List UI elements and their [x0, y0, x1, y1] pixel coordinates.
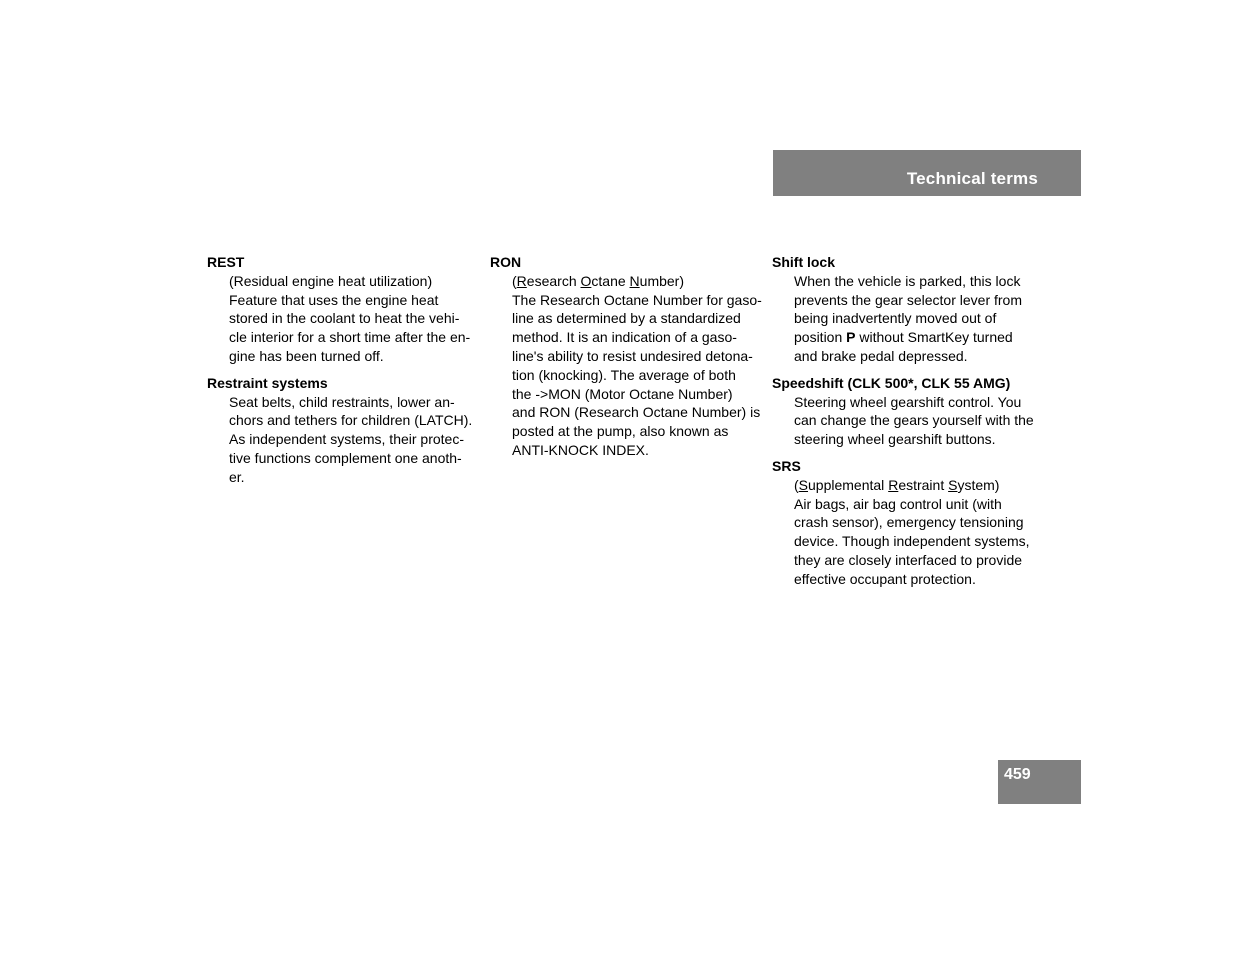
abbreviation-expansion: [512, 272, 760, 291]
term-definition: [490, 272, 760, 460]
definition-line: line's ability to resist undesired detona-: [512, 347, 753, 364]
definition-line: er.: [229, 468, 245, 485]
text-part: esearch: [526, 272, 581, 289]
glossary-column-3: [772, 253, 1042, 597]
definition-line-with-bold: [794, 328, 1042, 347]
definition-line: effective occupant protection.: [794, 570, 976, 587]
definition-line: As independent systems, their protec-: [229, 431, 465, 448]
abbreviation-expansion: [794, 476, 1042, 495]
definition-line: gine has been turned off.: [229, 347, 384, 364]
term-heading: REST: [207, 254, 245, 270]
page-number: 459: [1004, 766, 1031, 783]
definition-line: cle interior for a short time after the en-: [229, 329, 471, 346]
term-heading: Speedshift (CLK 500*, CLK 55 AMG): [772, 374, 1011, 391]
term-definition: [207, 393, 477, 487]
definition-line: Air bags, air bag control unit (with: [794, 495, 1002, 512]
glossary-column-1: [207, 253, 477, 495]
underlined-letter: R: [888, 476, 899, 493]
definition-line: stored in the coolant to heat the vehi-: [229, 310, 460, 327]
definition-line: they are closely interfaced to provide: [794, 551, 1023, 568]
glossary-entry-srs: [772, 457, 1042, 589]
definition-line: method. It is an indication of a gaso-: [512, 329, 737, 346]
text-part: ystem): [957, 476, 1000, 493]
underlined-letter: N: [629, 272, 640, 289]
definition-line: device. Though independent systems,: [794, 533, 1030, 550]
definition-line: The Research Octane Number for gaso-: [512, 291, 762, 308]
definition-line: the ->MON (Motor Octane Number): [512, 385, 733, 402]
definition-line: prevents the gear selector lever from: [794, 291, 1022, 308]
definition-line: and brake pedal depressed.: [794, 347, 968, 364]
definition-line: When the vehicle is parked, this lock: [794, 272, 1021, 289]
gear-position-p: P: [846, 329, 856, 346]
term-definition: [207, 272, 477, 366]
text-part: without SmartKey turned: [855, 329, 1013, 346]
text-part: upplemental: [808, 476, 889, 493]
definition-line: chors and tethers for children (LATCH).: [229, 412, 473, 429]
term-definition: [772, 476, 1042, 589]
definition-line: can change the gears yourself with the: [794, 412, 1034, 429]
term-heading: SRS: [772, 457, 801, 474]
definition-line: ANTI-KNOCK INDEX.: [512, 441, 649, 458]
definition-line: steering wheel gearshift buttons.: [794, 431, 996, 448]
glossary-entry-rest: [207, 253, 477, 366]
term-heading: Restraint systems: [207, 374, 328, 391]
underlined-letter: O: [580, 272, 592, 289]
definition-line: (Residual engine heat utilization): [229, 272, 433, 289]
definition-line: being inadvertently moved out of: [794, 310, 997, 327]
text-part: estraint: [898, 476, 949, 493]
definition-line: Seat belts, child restraints, lower an-: [229, 393, 455, 410]
text-part: ctane: [591, 272, 630, 289]
glossary-entry-restraint-systems: [207, 374, 477, 487]
definition-line: and RON (Research Octane Number) is: [512, 404, 761, 421]
text-part: umber): [639, 272, 685, 289]
term-definition: [772, 393, 1042, 449]
page-number-box: [998, 760, 1081, 804]
text-part: position: [794, 329, 847, 346]
text-part: (: [512, 272, 517, 289]
term-heading: Shift lock: [772, 254, 836, 270]
glossary-entry-shift-lock: [772, 253, 1042, 366]
underlined-letter: R: [516, 272, 527, 289]
definition-line: crash sensor), emergency tensioning: [794, 514, 1024, 531]
underlined-letter: S: [948, 476, 958, 493]
definition-line: posted at the pump, also known as: [512, 423, 729, 440]
definition-line: line as determined by a standardized: [512, 310, 741, 327]
definition-line: tive functions complement one anoth-: [229, 449, 462, 466]
text-part: (: [794, 476, 799, 493]
definition-line: tion (knocking). The average of both: [512, 366, 736, 383]
definition-line: Steering wheel gearshift control. You: [794, 393, 1022, 410]
section-title: Technical terms: [906, 169, 1038, 188]
glossary-entry-speedshift: [772, 374, 1042, 449]
definition-line: Feature that uses the engine heat: [229, 291, 439, 308]
term-definition: [772, 272, 1042, 366]
glossary-column-2: [490, 253, 760, 468]
term-heading: RON: [490, 254, 522, 270]
section-header-bar: [773, 150, 1081, 196]
underlined-letter: S: [798, 476, 809, 493]
glossary-entry-ron: [490, 253, 760, 460]
